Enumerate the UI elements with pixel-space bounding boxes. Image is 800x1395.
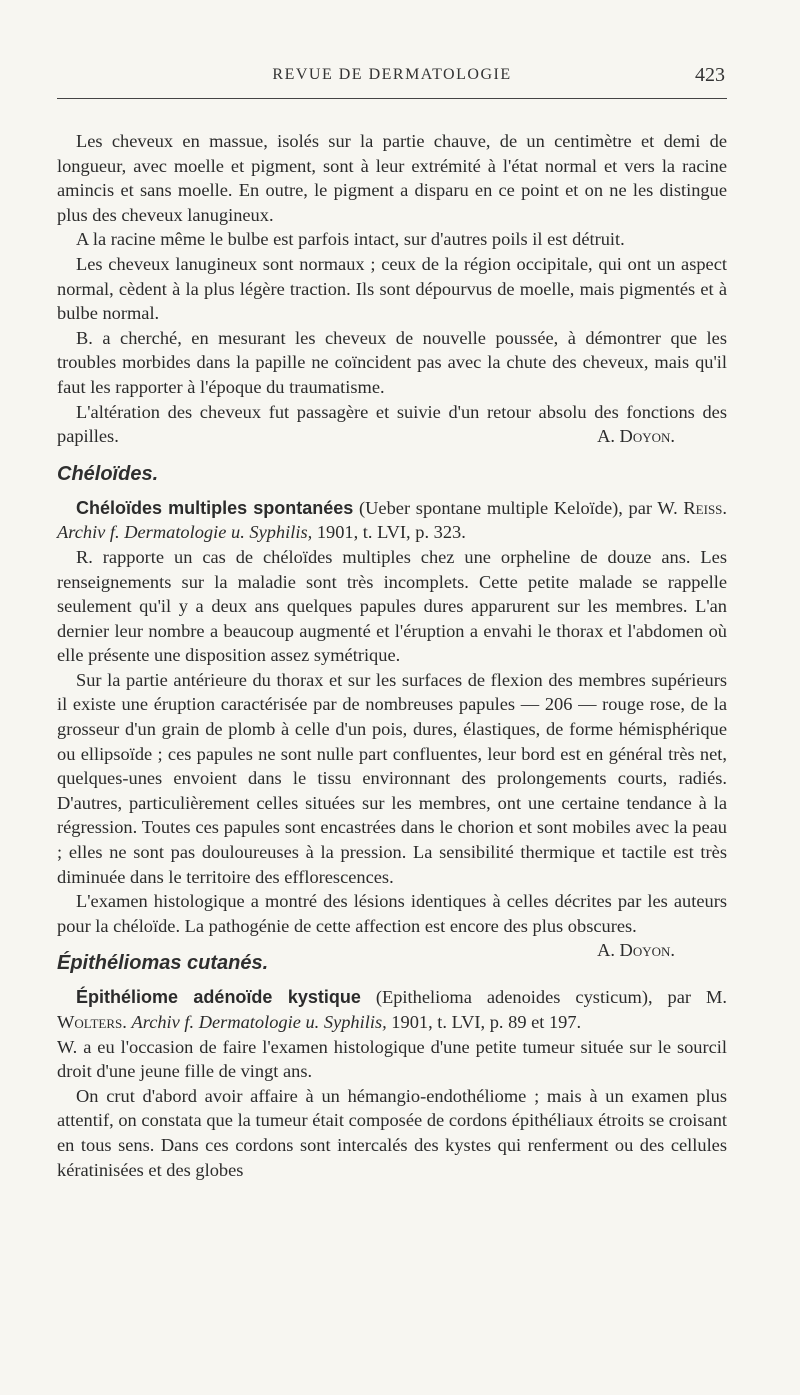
ref-lead: (Epithelioma adenoides cysticum), par M. (360, 987, 727, 1008)
ref-tail: 1901, t. LVI, p. 89 et 197. (386, 1012, 582, 1032)
paragraph: A la racine même le bulbe est parfois intact, sur d'autres poils il est détruit. (76, 229, 625, 250)
ref-journal: Archiv f. Dermatologie u. Syphilis, (131, 1012, 387, 1032)
article-author: A. Doyon. (597, 940, 675, 961)
article-title: Épithéliome adénoïde kystique (76, 987, 361, 1008)
paragraph: Les cheveux lanugineux sont normaux ; ceux de la région occipitale, qui ont un aspect normal, cèdent à la plus légère traction. Ils sont dépourvus de moelle, mais pigmentés et à bulbe normal. (57, 253, 727, 324)
article-title: Chéloïdes multiples spontanées (76, 497, 354, 518)
ref-author: Reiss (683, 497, 723, 518)
paragraph: On crut d'abord avoir affaire à un hémangio-endothéliome ; mais à un examen plus attentif, on constata que la tumeur était composée de cordons épithéliaux étroits se croisant en tous sens. Dans ces cordons sont intercalés des kystes qui renferment ou des cellules kératinisées et des globes (57, 1085, 727, 1180)
ref-author: Wolters (57, 1012, 123, 1032)
ref-lead: (Ueber spontane multiple Keloïde), par W. (353, 497, 684, 518)
ref-journal: Archiv f. Dermatologie u. Syphilis, (57, 522, 313, 543)
signed-paragraph (57, 400, 727, 449)
paragraph: Sur la partie antérieure du thorax et sur les surfaces de flexion des membres supérieurs il existe une éruption caractérisée par de nombreuses papules — 206 — rouge rose, de la grosseur d'un grain de plomb à celle d'un pois, dures, élastiques, de forme hémisphérique ou ellipsoïde ; ces papules ne sont nulle part confluentes, leur bord est en général très net, quelques-unes envoient dans le tissu environnant des prolongements courts, radiés. D'autres, particulièrement celles situées sur les membres, ont une certaine tendance à la régression. Toutes ces papules sont encastrées dans le chorion et sont mobiles avec la peau ; elles ne sont pas douloureuses à la pression. La sensibilité thermique et tactile est très diminuée dans le territoire des efflorescences. (57, 669, 727, 887)
paragraph: Les cheveux en massue, isolés sur la partie chauve, de un centimètre et demi de longueur, avec moelle et pigment, sont à leur extrémité à l'état normal et vers la racine amincis et sans moelle. En outre, le pigment a disparu en ce point et on ne les distingue plus des cheveux lanugineux. (57, 131, 727, 225)
ref-mid: . (722, 497, 728, 518)
paragraph-text: L'altération des cheveux fut passagère et suivie d'un retour absolu des fonctions des papilles. (57, 401, 727, 447)
paragraph: B. a cherché, en mesurant les cheveux de nouvelle poussée, à démontrer que les troubles morbides dans la papille ne coïncident pas avec la chute des cheveux, mais qu'il faut les rapporter à l'époque du traumatisme. (57, 327, 727, 397)
signed-paragraph (57, 889, 727, 961)
paragraph-text: L'examen histologique a montré des lésions identiques à celles décrites par les auteurs pour la chéloïde. La pathogénie de cette affection est encore des plus obscures. (57, 891, 727, 936)
ref-mid: . (122, 1012, 132, 1032)
article-reference (57, 496, 727, 545)
ref-tail: 1901, t. LVI, p. 323. (312, 522, 466, 543)
paragraph: W. a eu l'occasion de faire l'examen histologique d'une petite tumeur située sur le sourcil droit d'une jeune fille de vingt ans. (57, 1036, 727, 1082)
article-reference (57, 985, 727, 1034)
page (57, 58, 727, 1182)
page-number: 423 (695, 64, 725, 86)
article-author: A. Doyon. (597, 426, 675, 447)
body-text (57, 129, 727, 1182)
section-heading-epitheliomas: Épithéliomas cutanés. (57, 952, 269, 975)
running-head (57, 58, 727, 99)
paragraph: R. rapporte un cas de chéloïdes multiples chez une orpheline de douze ans. Les renseignements sur la maladie sont très incomplets. Cette petite malade se rappelle seulement qu'il y a deux ans quelques papules dures apparurent sur les membres. L'an dernier leur nombre a beaucoup augmenté et l'éruption a envahi le thorax et l'abdomen où elle présente une disposition assez symétrique. (57, 546, 727, 666)
section-heading-cheloides: Chéloïdes. (57, 462, 159, 485)
running-title: REVUE DE DERMATOLOGIE (272, 66, 512, 83)
